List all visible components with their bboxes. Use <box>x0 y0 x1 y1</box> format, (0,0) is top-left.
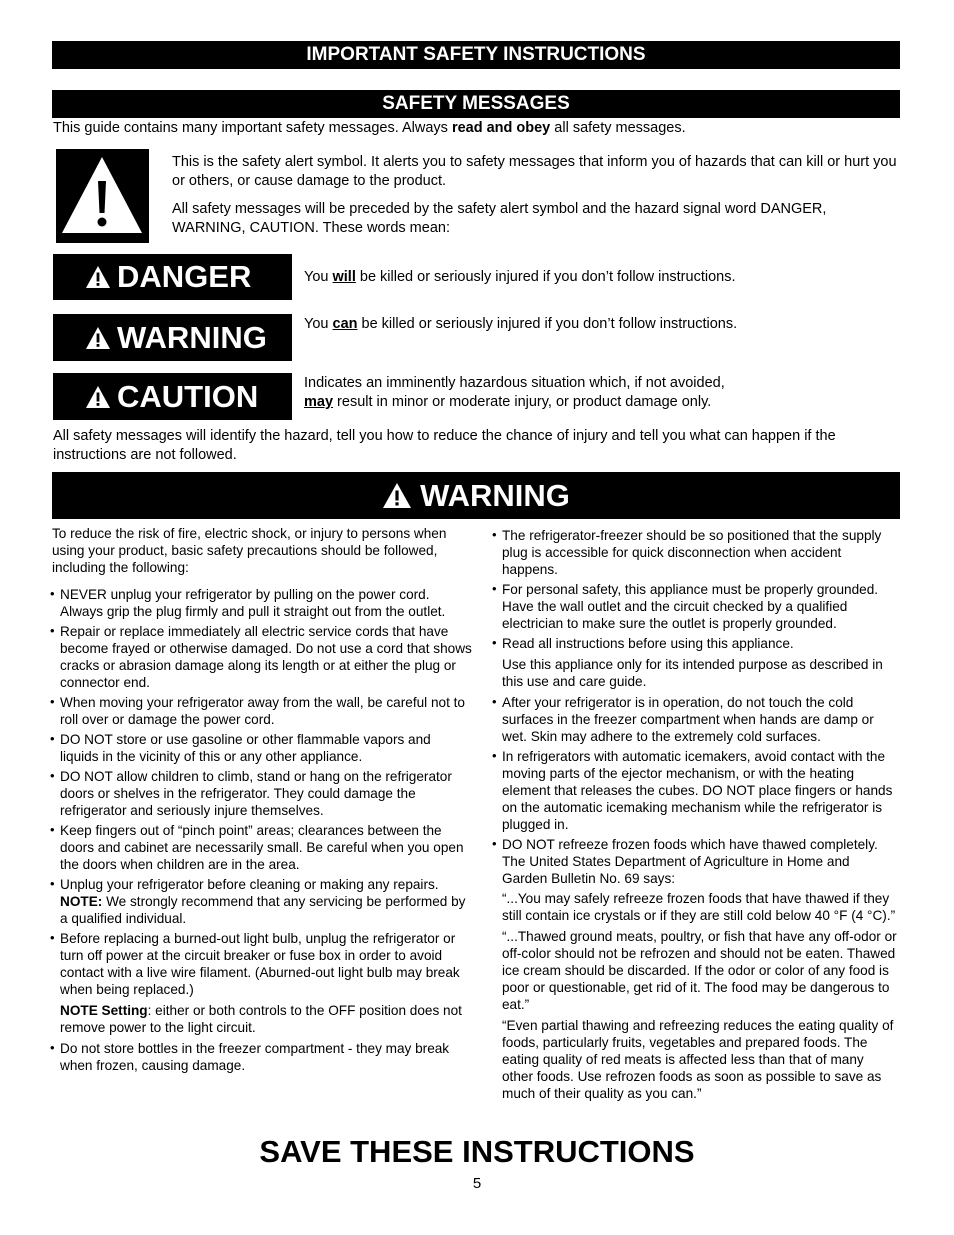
warning-triangle-icon <box>85 385 111 409</box>
save-instructions-heading: SAVE THESE INSTRUCTIONS <box>259 1134 695 1169</box>
list-item: • Unplug your refrigerator before cleaning or making any repairs. NOTE: We strongly recommend that any servicing be performed by a qualified individual. <box>52 876 472 927</box>
left-lead: To reduce the risk of fire, electric shock, or injury to persons when using your product, basic safety precautions should be followed, including the following: <box>52 526 447 575</box>
list-subtext: Use this appliance only for its intended purpose as described in this use and care guide. <box>502 657 883 689</box>
intro-text: This guide contains many important safety messages. Always read and obey all safety messages. <box>53 120 686 136</box>
list-item: • NEVER unplug your refrigerator by pulling on the power cord. Always grip the plug firmly and pull it straight out from the outlet. <box>52 586 472 620</box>
usda-quote: “...Thawed ground meats, poultry, or fish that have any off-odor or off-color should not be refrozen and should not be eaten. Thawed ice cream should be discarded. If the odor or color of any food is poor or questionable, get rid of it. The food may be dangerous to eat.” <box>502 929 897 1012</box>
caution-description: Indicates an imminently hazardous situation which, if not avoided, may result in minor or moderate injury, or product damage only. <box>304 375 725 410</box>
danger-signal: DANGER <box>53 254 292 300</box>
list-item: • Do not store bottles in the freezer compartment - they may break when frozen, causing damage. <box>52 1040 472 1074</box>
list-item: • DO NOT allow children to climb, stand or hang on the refrigerator doors or shelves in the refrigerator. They could damage the refrigerator and seriously injure themselves. <box>52 768 472 819</box>
warning-banner: WARNING <box>52 472 900 519</box>
important-safety-header: IMPORTANT SAFETY INSTRUCTIONS <box>52 41 900 69</box>
danger-description: You will be killed or seriously injured if you don’t follow instructions. <box>304 269 736 285</box>
safety-messages-header: SAFETY MESSAGES <box>52 90 900 118</box>
list-item: • When moving your refrigerator away from the wall, be careful not to roll over or damage the power cord. <box>52 694 472 728</box>
left-column <box>52 525 472 1077</box>
warning-triangle-icon <box>85 265 111 289</box>
list-item: • The refrigerator-freezer should be so positioned that the supply plug is accessible for quick disconnection when accident happens. <box>494 527 898 578</box>
warning-description: You can be killed or seriously injured if you don’t follow instructions. <box>304 316 738 332</box>
warning-triangle-icon <box>382 482 412 509</box>
list-item: • Keep fingers out of “pinch point” areas; clearances between the doors and cabinet are necessarily small. Be careful when you open the doors when children are in the area. <box>52 822 472 873</box>
right-column <box>494 527 898 1106</box>
note-setting: NOTE Setting: either or both controls to the OFF position does not remove power to the light circuit. <box>60 1003 462 1035</box>
list-item: • DO NOT store or use gasoline or other flammable vapors and liquids in the vicinity of this or any other appliance. <box>52 731 472 765</box>
caution-signal: CAUTION <box>53 373 292 420</box>
page-number: 5 <box>472 1175 482 1192</box>
list-item: • After your refrigerator is in operation, do not touch the cold surfaces in the freezer compartment when hands are damp or wet. Skin may adhere to the extremely cold surfaces. <box>494 694 898 745</box>
list-item: • For personal safety, this appliance must be properly grounded. Have the wall outlet and the circuit checked by a qualified electrician to make sure the outlet is properly grounded. <box>494 581 898 632</box>
list-item: • DO NOT refreeze frozen foods which have thawed completely. The United States Department of Agriculture in Home and Garden Bulletin No. 69 says: <box>494 836 898 887</box>
list-item: • Repair or replace immediately all electric service cords that have become frayed or otherwise damaged. Do not use a cord that shows cracks or abrasion damage along its length or at either the plug or connector end. <box>52 623 472 691</box>
usda-quote: “Even partial thawing and refreezing reduces the eating quality of foods, particularly fruits, vegetables and prepared foods. The eating quality of red meats is affected less than that of many other foods. Use refrozen foods as soon as possible to save as much of their quality as you can.” <box>502 1018 894 1101</box>
safety-summary: All safety messages will identify the hazard, tell you how to reduce the chance of injury and tell you what can happen if the instructions are not followed. <box>53 428 836 463</box>
list-item: • In refrigerators with automatic icemakers, avoid contact with the moving parts of the ejector mechanism, or with the heating element that releases the cubes. DO NOT place fingers or hands on the automatic icemaking mechanism while the refrigerator is plugged in. <box>494 748 898 833</box>
warning-triangle-icon <box>85 326 111 350</box>
usda-quote: “...You may safely refreeze frozen foods that have thawed if they still contain ice crystals or if they are still cold below 40 °F (4 °C).” <box>502 891 896 923</box>
safety-alert-symbol <box>56 149 149 243</box>
warning-signal: WARNING <box>53 314 292 361</box>
alert-description: This is the safety alert symbol. It alerts you to safety messages that inform you of hazards that can kill or hurt you or others, or cause damage to the product. All safety messages will be preceded by the safety alert symbol and the hazard signal word DANGER, WARNING, CAUTION. These words mean: <box>172 154 897 236</box>
list-item: • Read all instructions before using this appliance. <box>494 635 898 652</box>
list-item: • Before replacing a burned-out light bulb, unplug the refrigerator or turn off power at the circuit breaker or fuse box in order to avoid contact with a live wire filament. (Aburned-out light bulb may break when being replaced.) <box>52 930 472 998</box>
warning-triangle-icon <box>56 149 149 243</box>
